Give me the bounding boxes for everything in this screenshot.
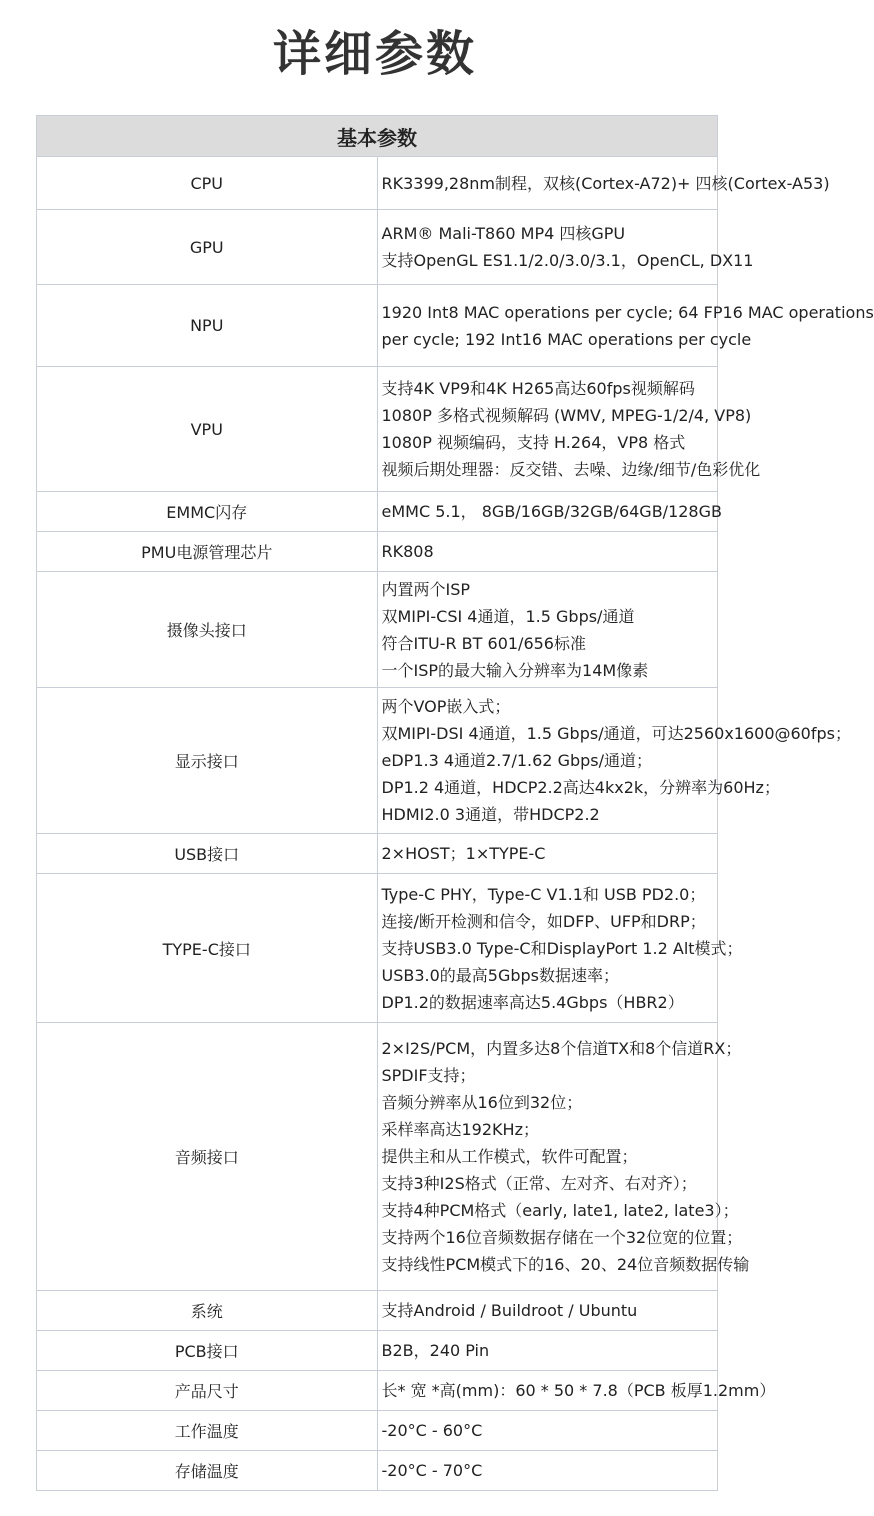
row-value — [377, 1371, 776, 1411]
row-value-line: 2×HOST；1×TYPE-C — [381, 844, 546, 863]
table-row — [37, 572, 718, 688]
table-row — [37, 367, 718, 492]
table-row — [37, 688, 718, 834]
row-value — [377, 157, 830, 210]
row-label: NPU — [37, 285, 378, 367]
row-value-line: 1080P 视频编码，支持 H.264，VP8 格式 — [381, 433, 686, 452]
row-value — [377, 492, 722, 532]
table-row — [37, 1451, 718, 1491]
row-value-line: 一个ISP的最大输入分辨率为14M像素 — [381, 660, 649, 680]
row-label: 存储温度 — [37, 1451, 378, 1491]
row-value-line: 支持USB3.0 Type-C和DisplayPort 1.2 Alt模式； — [381, 938, 743, 958]
table-row — [37, 1331, 718, 1371]
row-value-line: DP1.2 4通道，HDCP2.2高达4kx2k，分辨率为60Hz； — [381, 778, 780, 797]
page-title: 详细参数 — [272, 26, 477, 82]
row-value — [377, 1291, 718, 1331]
row-value-line: 支持3种I2S格式（正常、左对齐、右对齐）； — [381, 1174, 697, 1193]
row-value-line: DP1.2的数据速率高达5.4Gbps（HBR2） — [381, 992, 684, 1012]
row-value-line: eMMC 5.1， 8GB/16GB/32GB/64GB/128GB — [381, 502, 722, 521]
row-value — [377, 210, 754, 285]
row-value-line: 两个VOP嵌入式； — [381, 697, 511, 716]
spec-table-header: 基本参数 — [37, 116, 718, 157]
row-value-line: 支持线性PCM模式下的16、20、24位音频数据传输 — [381, 1255, 750, 1274]
row-value — [377, 1023, 750, 1291]
spec-table-body — [37, 157, 874, 1491]
row-value-line: 双MIPI-CSI 4通道，1.5 Gbps/通道 — [381, 606, 635, 626]
row-value-line: Type-C PHY，Type-C V1.1和 USB PD2.0； — [381, 884, 706, 904]
row-label: 摄像头接口 — [37, 572, 378, 688]
row-value-line: 双MIPI-DSI 4通道，1.5 Gbps/通道，可达2560x1600@60fps； — [381, 724, 851, 743]
row-value-line: 1920 Int8 MAC operations per cycle; 64 FP16 MAC operations — [381, 302, 874, 322]
row-label: GPU — [37, 210, 378, 285]
spec-table-header-row — [37, 116, 718, 157]
row-label: TYPE-C接口 — [37, 874, 378, 1023]
row-label: CPU — [37, 157, 378, 210]
row-label: EMMC闪存 — [37, 492, 378, 532]
row-value — [377, 874, 743, 1023]
table-row — [37, 1411, 718, 1451]
table-row — [37, 285, 718, 367]
row-value-line: eDP1.3 4通道2.7/1.62 Gbps/通道； — [381, 751, 653, 770]
table-row — [37, 874, 718, 1023]
row-value-line: per cycle; 192 Int16 MAC operations per cycle — [381, 329, 752, 349]
row-value-line: 符合ITU-R BT 601/656标准 — [381, 633, 586, 653]
table-row — [37, 1291, 718, 1331]
row-value-line: 1080P 多格式视频解码 (WMV, MPEG-1/2/4, VP8) — [381, 406, 752, 425]
row-value-line: 支持4K VP9和4K H265高达60fps视频解码 — [381, 379, 695, 398]
row-value — [377, 1331, 718, 1371]
row-value-line: 支持Android / Buildroot / Ubuntu — [381, 1301, 638, 1320]
row-value — [377, 285, 874, 367]
row-value-line: B2B，240 Pin — [381, 1341, 490, 1360]
row-value-line: 内置两个ISP — [381, 579, 471, 599]
table-row — [37, 210, 718, 285]
row-value-line: -20°C - 60°C — [381, 1421, 483, 1440]
row-value-line: 音频分辨率从16位到32位； — [381, 1093, 583, 1112]
row-value-line: 提供主和从工作模式，软件可配置； — [381, 1147, 638, 1166]
row-value — [377, 1411, 718, 1451]
row-label: 产品尺寸 — [37, 1371, 378, 1411]
row-label: 音频接口 — [37, 1023, 378, 1291]
row-value — [377, 834, 718, 874]
table-row — [37, 157, 718, 210]
row-value-line: RK808 — [381, 542, 434, 561]
row-value-line: 支持4种PCM格式（early, late1, late2, late3）； — [381, 1201, 739, 1220]
row-value-line: RK3399,28nm制程，双核(Cortex-A72)+ 四核(Cortex-A53) — [381, 173, 830, 193]
table-row — [37, 532, 718, 572]
table-row — [37, 834, 718, 874]
row-label: 显示接口 — [37, 688, 378, 834]
row-label: VPU — [37, 367, 378, 492]
table-row — [37, 492, 718, 532]
row-value-line: 长* 宽 *高(mm)：60 * 50 * 7.8（PCB 板厚1.2mm） — [381, 1381, 776, 1400]
row-value — [377, 532, 718, 572]
row-value-line: ARM® Mali-T860 MP4 四核GPU — [381, 224, 626, 243]
spec-table — [36, 115, 874, 1491]
row-value-line: 视频后期处理器：反交错、去噪、边缘/细节/色彩优化 — [381, 460, 761, 479]
row-value-line: -20°C - 70°C — [381, 1461, 483, 1480]
table-row — [37, 1023, 718, 1291]
row-value-line: HDMI2.0 3通道，带HDCP2.2 — [381, 805, 600, 824]
row-value-line: 采样率高达192KHz； — [381, 1120, 539, 1139]
row-value-line: 支持两个16位音频数据存储在一个32位宽的位置； — [381, 1228, 743, 1247]
table-row — [37, 1371, 718, 1411]
row-label: PMU电源管理芯片 — [37, 532, 378, 572]
row-value — [377, 688, 851, 834]
row-value-line: 连接/断开检测和信令，如DFP、UFP和DRP； — [381, 911, 706, 931]
row-label: 工作温度 — [37, 1411, 378, 1451]
row-value-line: 支持OpenGL ES1.1/2.0/3.0/3.1，OpenCL, DX11 — [381, 251, 754, 270]
row-value-line: USB3.0的最高5Gbps数据速率； — [381, 965, 620, 985]
row-label: USB接口 — [37, 834, 378, 874]
row-value — [377, 572, 718, 688]
row-value — [377, 367, 761, 492]
row-value-line: 2×I2S/PCM，内置多达8个信道TX和8个信道RX； — [381, 1039, 742, 1058]
row-label: PCB接口 — [37, 1331, 378, 1371]
row-value-line: SPDIF支持； — [381, 1066, 476, 1085]
row-label: 系统 — [37, 1291, 378, 1331]
row-value — [377, 1451, 718, 1491]
